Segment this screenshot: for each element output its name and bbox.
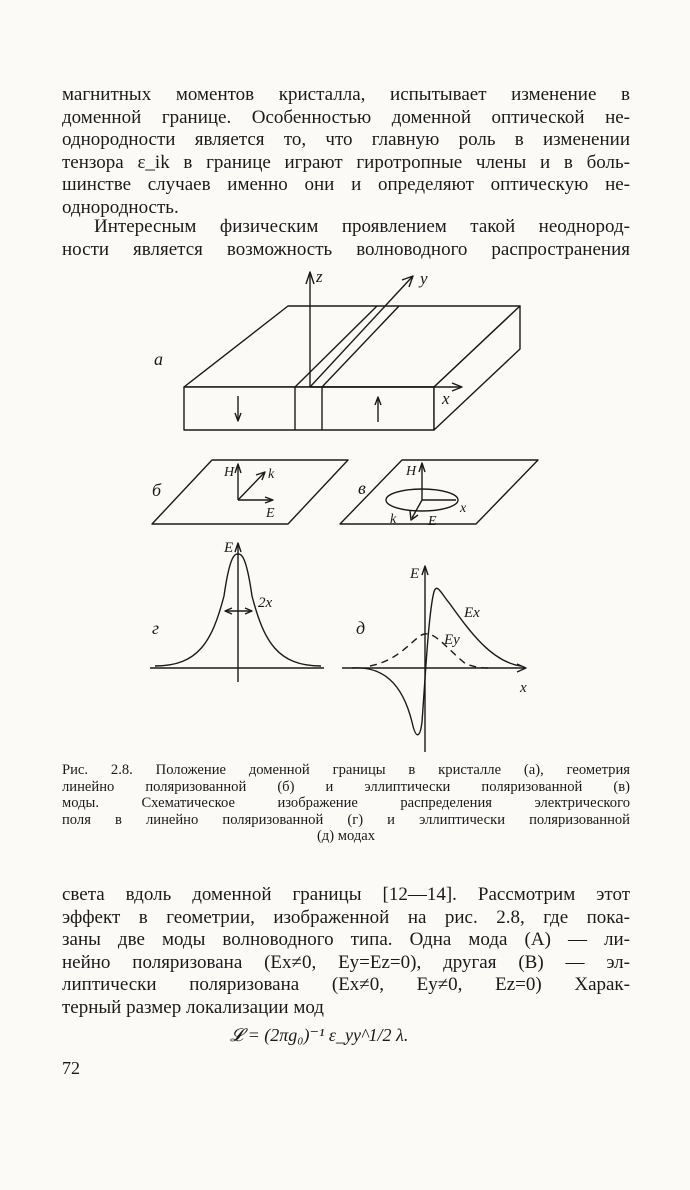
- axis-x-label: x: [442, 389, 450, 408]
- text-line: однородности является то, что главную роль в изменении: [62, 129, 630, 150]
- caption-line: поля в линейно поляризованной (г) и эллиптически поляризованной: [62, 811, 630, 828]
- panel-g-label: г: [152, 618, 160, 638]
- text-line: магнитных моментов кристалла, испытывает изменение в: [62, 84, 630, 105]
- panel-d-label: д: [356, 618, 366, 638]
- text-line: доменной границе. Особенностью доменной оптической не-: [62, 106, 630, 128]
- text-line: липтически поляризована (Ex≠0, Ey≠0, Ez=0) Харак-: [62, 974, 630, 995]
- panel-v-e-label: E: [428, 514, 437, 529]
- text-line: нейно поляризована (Ex≠0, Ey=Ez=0), другая (B) — эл-: [62, 951, 630, 973]
- panel-v-x-label: x: [460, 501, 467, 516]
- top-paragraph: [62, 84, 630, 219]
- panel-v-k-label: k: [390, 512, 397, 527]
- text-line: эффект в геометрии, изображенной на рис. 2.8, где пока-: [62, 906, 630, 928]
- panel-d-x-label: x: [520, 680, 527, 696]
- figure-caption: [62, 762, 630, 845]
- figure-2-8: [140, 262, 560, 762]
- page-number: 72: [62, 1058, 80, 1078]
- caption-line: (д) модах: [316, 828, 376, 844]
- panel-d-ey-label: Ey: [444, 632, 460, 648]
- panel-b-e-label: E: [266, 506, 275, 521]
- text-line: шинстве случаев именно они и определяют оптическую не-: [62, 174, 630, 195]
- panel-d-e-label: E: [410, 566, 420, 582]
- panel-d-ex-label: Ex: [464, 605, 480, 621]
- text-line: Интересным физическим проявлением такой неоднород-: [94, 216, 630, 237]
- axis-z-label: z: [316, 267, 323, 286]
- panel-g-e-label: E: [224, 540, 234, 556]
- panel-a-crystal: [184, 272, 520, 430]
- axis-y-label: y: [420, 269, 428, 288]
- text-line: ности является возможность волноводного распространения: [62, 238, 630, 260]
- panel-v-h-label: H: [406, 464, 417, 479]
- panel-v-label: в: [358, 478, 366, 498]
- panel-b-k-label: k: [268, 467, 275, 482]
- second-paragraph: [62, 216, 630, 261]
- caption-line: линейно поляризованной (б) и эллиптически поляризованной (в): [62, 778, 630, 795]
- panel-a-label: а: [154, 349, 163, 369]
- text-line: терный размер локализации мод: [62, 996, 324, 1018]
- text-line: тензора ε_ik в границе играют гиротропные члены и в боль-: [62, 151, 630, 173]
- panel-b-linear-polarization: [152, 460, 348, 524]
- caption-line: моды. Схематическое изображение распределения электрического: [62, 795, 630, 811]
- text-line: однородность.: [62, 196, 179, 218]
- caption-line: Рис. 2.8. Положение доменной границы в кристалле (а), геометрия: [62, 762, 630, 778]
- panel-g-field-profile: [150, 543, 324, 682]
- panel-g-width-label: 2x: [258, 595, 273, 611]
- panel-b-label: б: [152, 480, 162, 500]
- panel-b-h-label: H: [224, 465, 235, 480]
- text-line: света вдоль доменной границы [12—14]. Рассмотрим этот: [62, 884, 630, 905]
- text-line: заны две моды волноводного типа. Одна мода (A) — ли-: [62, 929, 630, 950]
- bottom-paragraph: [62, 884, 630, 1019]
- panel-d-field-profile: [342, 566, 526, 752]
- panel-v-elliptical-polarization: [340, 460, 538, 524]
- formula: 𝓛 = (2πg₀)⁻¹ ε_yy^1/2 λ.: [230, 1025, 409, 1045]
